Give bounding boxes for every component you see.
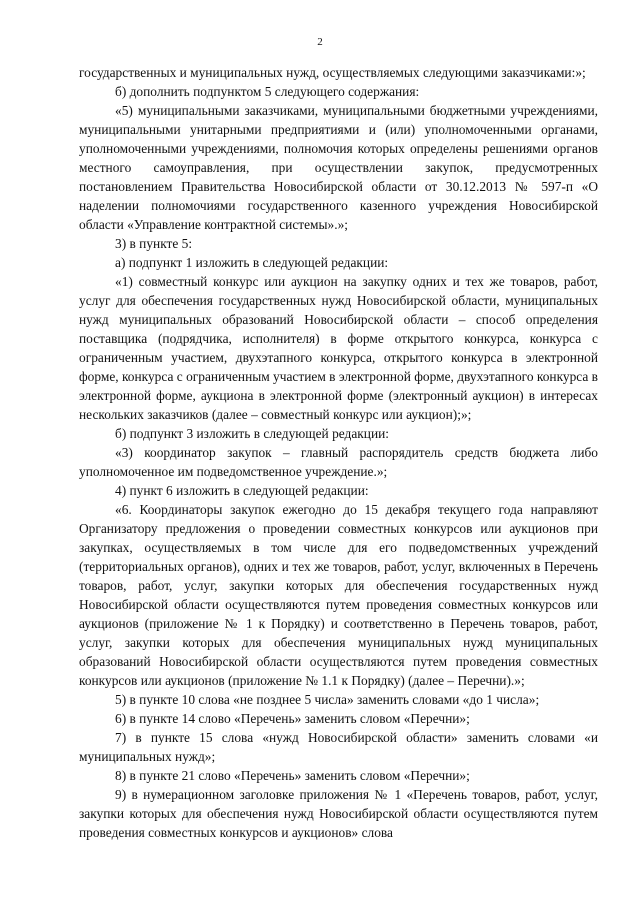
paragraph-quoted-item-3: «3) координатор закупок – главный распорядитель средств бюджета либо уполномоченное им подведомственное учреждение.»; (79, 445, 598, 479)
page-number: 2 (317, 36, 323, 48)
paragraph-subitem-a: а) подпункт 1 изложить в следующей редакции: (115, 255, 389, 270)
paragraph-quoted-item-6: «6. Координаторы закупок ежегодно до 15 декабря текущего года направляют Организатору предложения о проведении совместных конкурсов или аукционов при закупках, осуществляемых в том числе для его подведомственных учреждений (территориальных органов), одних и тех же товаров, работ, услуг, включенных в Перечень товаров, работ, услуг, закупки которых для обеспечения государственных нужд Новосибирской области осуществляются путем проведения совместных конкурсов или аукционов (приложение № 1 к Порядку) и соответственно в Перечень товаров, работ, услуг, закупки которых для обеспечения муниципальных нужд муниципальных образований Новосибирской области осуществляются путем проведения совместных конкурсов или аукционов (приложение № 1.1 к Порядку) (далее – Перечни).»; (79, 502, 598, 688)
paragraph-quoted-item-5: «5) муниципальными заказчиками, муниципальными бюджетными учреждениями, муниципальными унитарными предприятиями и (или) уполномоченными органами, уполномоченными учреждениями, полномочия которых определены решениями органов местного самоуправления, при осуществлении закупок, предусмотренных постановлением Правительства Новосибирской области от 30.12.2013 № 597-п «О наделении полномочиями государственного казенного учреждения Новосибирской области «Управление контрактной системы».»; (79, 103, 598, 232)
paragraph-item-4: 4) пункт 6 изложить в следующей редакции: (115, 483, 369, 498)
paragraph-item-7: 7) в пункте 15 слова «нужд Новосибирской области» заменить словами «и муниципальных нужд»; (79, 730, 598, 764)
paragraph-item-5: 5) в пункте 10 слова «не позднее 5 числа» заменить словами «до 1 числа»; (115, 692, 540, 707)
paragraph-quoted-item-1: «1) совместный конкурс или аукцион на закупку одних и тех же товаров, работ, услуг для обеспечения государственных нужд Новосибирской области, муниципальных нужд муниципальных образований Новосибирской области – способ определения поставщика (подрядчика, исполнителя) в форме открытого конкурса, конкурса с ограниченным участием, двухэтапного конкурса, открытого конкурса в электронной форме, конкурса с ограниченным участием в электронной форме, двухэтапного конкурса в электронной форме, аукциона в электронной форме (электронный аукцион) в интересах нескольких заказчиков (далее – совместный конкурс или аукцион);»; (79, 274, 598, 422)
document-body (79, 63, 598, 842)
paragraph-item-3: 3) в пункте 5: (115, 236, 193, 251)
paragraph-continuation: государственных и муниципальных нужд, осуществляемых следующими заказчиками:»; (79, 65, 586, 80)
paragraph-item-6: 6) в пункте 14 слово «Перечень» заменить словом «Перечни»; (115, 711, 470, 726)
paragraph-subitem-b-2: б) подпункт 3 изложить в следующей редакции: (115, 426, 390, 441)
paragraph-subitem-b: б) дополнить подпунктом 5 следующего содержания: (115, 84, 420, 99)
paragraph-item-8: 8) в пункте 21 слово «Перечень» заменить словом «Перечни»; (115, 768, 470, 783)
paragraph-item-9: 9) в нумерационном заголовке приложения № 1 «Перечень товаров, работ, услуг, закупки которых для обеспечения нужд Новосибирской области осуществляются путем проведения совместных конкурсов и аукционов» слова (79, 787, 598, 840)
